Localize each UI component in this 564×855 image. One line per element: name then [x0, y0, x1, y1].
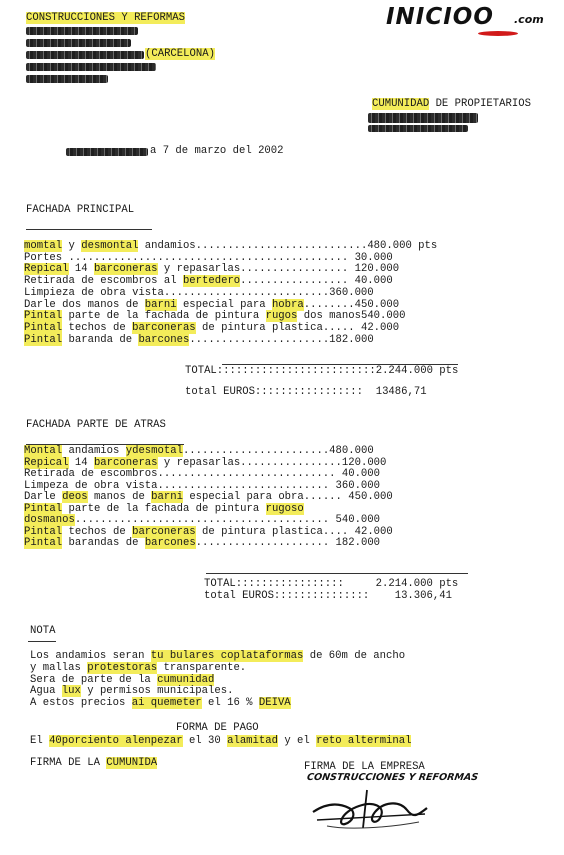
- firma-cliente: FIRMA DE LA CUMUNIDA: [30, 757, 158, 769]
- line-item: [24, 288, 374, 299]
- highlighted-word: barconeras: [132, 321, 196, 334]
- line-text: A estos precios: [30, 697, 132, 710]
- highlighted-word: 40porciento alenpezar: [49, 735, 183, 747]
- section-title-atras: FACHADA PARTE DE ATRAS: [26, 419, 166, 431]
- line-text: Darle: [24, 491, 63, 503]
- logo-wordmark: INICIOO: [386, 4, 494, 30]
- highlighted-word: Repical: [24, 456, 69, 469]
- line-item: [24, 241, 437, 252]
- highlighted-word: hobra: [271, 298, 304, 311]
- redacted-text: [26, 51, 144, 59]
- recipient-line: CUMUNIDAD DE PROPIETARIOS: [372, 98, 531, 110]
- redacted-text: [66, 148, 148, 156]
- signature-icon: [307, 782, 432, 834]
- line-text: barandas de: [62, 537, 145, 549]
- line-text: de 60m de ancho: [303, 650, 406, 662]
- line-text: transparente.: [157, 661, 247, 674]
- line-text: Darle dos manos de: [24, 298, 145, 311]
- highlighted-word: Pintal: [24, 321, 63, 334]
- line-text: andamios...........................480.000 pts: [138, 240, 438, 252]
- highlighted-word: barconeras: [93, 263, 158, 276]
- line-item: [24, 323, 399, 334]
- firma-empresa: FIRMA DE LA EMPRESA: [304, 761, 425, 773]
- highlighted-word: reto alterminal: [316, 735, 412, 747]
- pago-terms: [30, 736, 411, 747]
- line-text: El: [30, 735, 50, 747]
- line-item: [24, 515, 380, 526]
- section-underline: [26, 229, 152, 230]
- euros-principal: total EUROS::::::::::::::::: 13486,71: [185, 386, 427, 398]
- line-text: y el: [277, 735, 317, 747]
- line-item: [24, 481, 380, 492]
- line-text: y permisos municipales.: [80, 685, 234, 698]
- line-text: andamios: [62, 445, 126, 457]
- redacted-text: [26, 39, 131, 47]
- highlighted-word: dosmanos: [24, 514, 75, 526]
- highlighted-word: rugoso: [265, 502, 304, 515]
- line-item: [24, 458, 386, 469]
- line-text: y: [62, 240, 82, 252]
- logo-swoosh-icon: [478, 31, 518, 36]
- line-text: de pintura plastica..... 42.000: [195, 321, 400, 334]
- line-text: especial para obra...... 450.000: [182, 491, 393, 503]
- line-item: [24, 538, 380, 549]
- highlighted-word: Repical: [24, 263, 69, 276]
- line-text: y repasarlas................. 120.000: [157, 263, 400, 276]
- inicioo-logo: [386, 4, 558, 38]
- nota-title: NOTA: [30, 625, 56, 637]
- line-text: ........................................ 540.000: [74, 514, 381, 526]
- line-item: [24, 504, 304, 515]
- redacted-text: [26, 27, 138, 35]
- highlighted-word: cumunidad: [157, 673, 215, 686]
- section-title-principal: FACHADA PRINCIPAL: [26, 204, 135, 216]
- highlighted-word: rugos: [265, 310, 298, 323]
- redacted-text: [368, 125, 468, 132]
- line-text: ........450.000: [303, 298, 400, 311]
- redacted-text: [26, 75, 108, 83]
- logo-domain: .com: [514, 13, 544, 26]
- line-item: [24, 527, 393, 538]
- highlighted-word: Pintal: [24, 502, 63, 515]
- line-item: [30, 675, 214, 686]
- highlighted-word: barni: [144, 298, 177, 311]
- sender-city: (CARCELONA): [145, 48, 215, 60]
- line-item: [30, 686, 233, 697]
- line-item: [24, 469, 380, 480]
- highlighted-word: Pintal: [24, 333, 63, 346]
- line-text: ..................... 182.000: [195, 537, 381, 549]
- line-item: [24, 276, 393, 287]
- highlighted-word: desmontal: [81, 240, 139, 252]
- line-text: 14: [68, 456, 94, 469]
- line-item: [24, 446, 374, 457]
- highlighted-word: Pintal: [24, 537, 63, 549]
- line-item: [24, 300, 399, 311]
- line-text: Agua: [30, 685, 62, 698]
- highlighted-word: barcones: [144, 537, 196, 549]
- line-item: [24, 264, 399, 275]
- line-item: [24, 253, 393, 264]
- highlighted-word: deos: [62, 491, 88, 503]
- euros-atras: total EUROS::::::::::::::: 13.306,41: [204, 590, 452, 602]
- line-text: Retirada de escombros al: [24, 275, 183, 288]
- company-stamp: [306, 772, 479, 832]
- line-item: [30, 663, 246, 674]
- line-item: [24, 335, 374, 346]
- line-text: especial para: [176, 298, 272, 311]
- highlighted-word: barcones: [138, 333, 190, 346]
- line-text: y mallas: [30, 661, 88, 674]
- highlighted-word: protestoras: [87, 661, 158, 674]
- highlighted-word: lux: [61, 685, 81, 698]
- line-text: baranda de: [62, 333, 139, 346]
- line-text: manos de: [87, 491, 152, 503]
- highlighted-word: DEIVA: [258, 697, 291, 710]
- highlighted-word: Montal: [24, 445, 63, 457]
- line-text: Portes ............................................ 30.000: [24, 251, 393, 264]
- line-text: .......................480.000: [182, 445, 374, 457]
- highlighted-word: alamitad: [227, 735, 278, 747]
- total-principal: TOTAL:::::::::::::::::::::::::2.244.000 pts: [185, 365, 459, 377]
- line-item: [30, 698, 291, 709]
- line-text: dos manos540.000: [297, 310, 406, 323]
- sender-company: CONSTRUCCIONES Y REFORMAS: [26, 12, 185, 24]
- line-text: de pintura plastica.... 42.000: [195, 525, 393, 538]
- line-text: el 30: [182, 735, 228, 747]
- line-text: ......................182.000: [189, 333, 374, 346]
- line-text: techos de: [62, 321, 133, 334]
- total-atras: TOTAL::::::::::::::::: 2.214.000 pts: [204, 578, 459, 590]
- highlighted-word: barconeras: [132, 525, 196, 538]
- highlighted-word: ai quemeter: [131, 697, 202, 710]
- line-text: 14: [68, 263, 94, 276]
- highlighted-word: Pintal: [24, 525, 63, 538]
- line-item: [24, 492, 393, 503]
- highlighted-word: momtal: [24, 240, 63, 252]
- line-text: Los andamios seran: [30, 650, 151, 662]
- highlighted-word: barconeras: [93, 456, 158, 469]
- section-underline: [28, 641, 56, 642]
- line-text: Limpieza de obra vista..........................360.000: [24, 286, 374, 299]
- highlighted-word: bertedero: [182, 275, 241, 288]
- redacted-text: [368, 113, 478, 123]
- pago-title: FORMA DE PAGO: [176, 722, 259, 734]
- line-text: parte de la fachada de pintura: [62, 502, 266, 515]
- line-item: [30, 651, 405, 662]
- line-text: Retirada de escombros............................ 40.000: [24, 468, 381, 480]
- letter-date: a 7 de marzo del 2002: [150, 145, 284, 157]
- stamp-text: CONSTRUCCIONES Y REFORMAS: [306, 772, 479, 783]
- highlighted-word: barni: [151, 491, 183, 503]
- highlighted-word: ydesmotal: [125, 445, 183, 457]
- line-text: y repasarlas................120.000: [157, 456, 387, 469]
- line-text: Sera de parte de la: [30, 673, 158, 686]
- line-text: techos de: [62, 525, 133, 538]
- line-text: el 16 %: [201, 697, 259, 710]
- redacted-text: [26, 63, 156, 71]
- highlighted-word: Pintal: [24, 310, 63, 323]
- line-text: ................. 40.000: [240, 275, 393, 288]
- line-text: parte de la fachada de pintura: [62, 310, 266, 323]
- line-text: Limpeza de obra vista........................... 360.000: [24, 479, 381, 492]
- line-item: [24, 311, 405, 322]
- total-rule: [206, 573, 468, 574]
- highlighted-word: tu bulares coplataformas: [150, 650, 304, 662]
